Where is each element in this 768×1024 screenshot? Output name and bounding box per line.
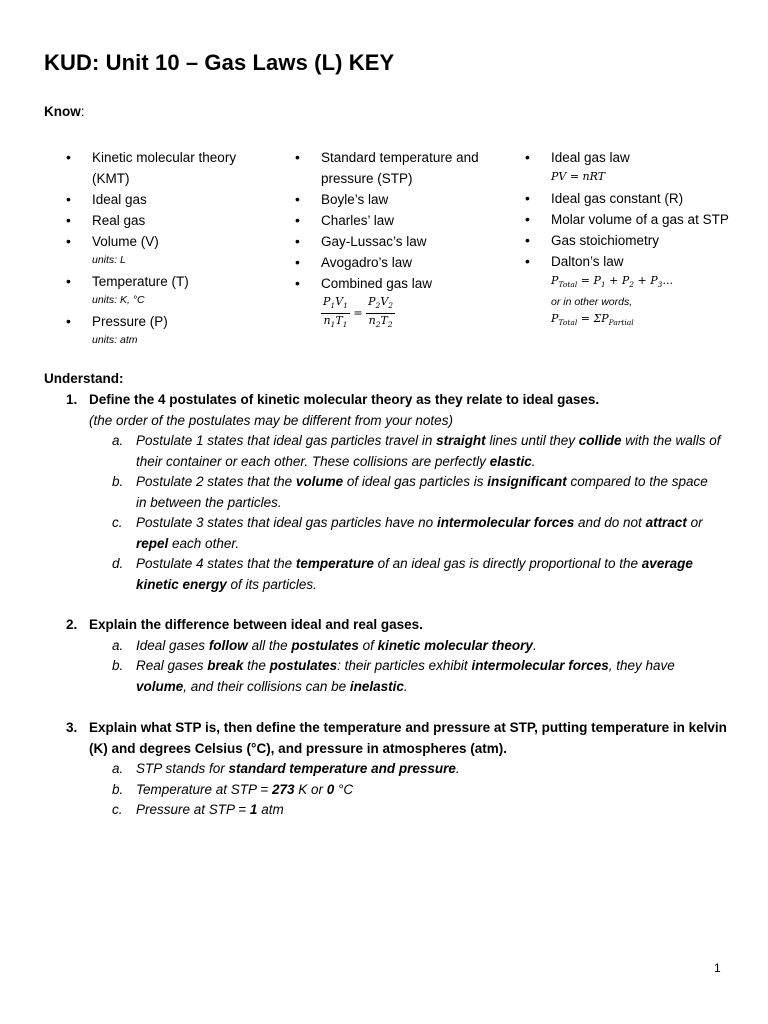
know-item: • Dalton’s law — [525, 251, 750, 272]
answer-b: b. Postulate 2 states that the volume of ideal gas particles is insignificant compared to the space in between the particles. — [112, 474, 708, 510]
answer-a: a. Ideal gases follow all the postulates of kinetic molecular theory. — [112, 637, 537, 653]
know-item: • Gay-Lussac’s law — [295, 231, 510, 252]
question-number: 1. — [66, 392, 78, 407]
question-3 — [66, 718, 746, 821]
know-item: • Ideal gas — [66, 189, 276, 210]
units-note: units: L — [92, 254, 126, 266]
understand-heading: Understand: — [44, 371, 124, 386]
page-number: 1 — [714, 961, 721, 975]
units-note: units: atm — [92, 334, 138, 346]
know-item: • Standard temperature and — [295, 147, 510, 168]
question-number: 2. — [66, 617, 78, 632]
know-item: • Charles’ law — [295, 210, 510, 231]
combined-gas-law-formula: $\frac{P_1V_1}{n_1T_1}$ = $\frac{P_2V_2}{n_2T_2}$ — [323, 295, 394, 330]
know-item: • Gas stoichiometry — [525, 230, 750, 251]
question-text: Define the 4 postulates of kinetic molecular theory as they relate to ideal gases. — [89, 392, 600, 407]
ideal-gas-law-formula: PV = nRT — [551, 170, 606, 183]
know-item-continuation: pressure (STP) — [321, 171, 413, 186]
know-column-1 — [66, 147, 276, 351]
answer-b: b. Real gases break the postulates: their particles exhibit intermolecular forces, they have volume, and their collisions can be inelastic. — [112, 658, 675, 694]
dalton-note: or in other words, — [551, 296, 633, 309]
units-note: units: K, °C — [92, 294, 145, 306]
know-item: • Real gas — [66, 210, 276, 231]
know-item: • Pressure (P) — [66, 311, 276, 332]
know-column-3 — [525, 147, 750, 332]
know-item: • Combined gas law — [295, 273, 510, 294]
know-column-2 — [295, 147, 510, 332]
question-text: Explain what STP is, then define the temperature and pressure at STP, putting temperature in kelvin (K) and degrees Celsius (°C), and pressure in atmospheres (atm). — [89, 720, 727, 756]
page-title: KUD: Unit 10 – Gas Laws (L) KEY — [44, 50, 395, 75]
answer-a: a. Postulate 1 states that ideal gas particles travel in straight lines until they collide with the walls of their container or each other. These collisions are perfectly elastic. — [112, 433, 721, 469]
dalton-law-formula: $P_{Total} = P_1 + P_2 + P_3$... — [551, 274, 673, 290]
know-item: • Temperature (T) — [66, 271, 276, 292]
know-item: • Boyle’s law — [295, 189, 510, 210]
question-1 — [66, 390, 746, 595]
know-item: • Molar volume of a gas at STP — [525, 209, 750, 230]
know-item: • Volume (V) — [66, 231, 276, 252]
dalton-law-sum-formula: $P_{Total} = \Sigma P_{Partial}$ — [551, 312, 634, 328]
know-item: • Avogadro’s law — [295, 252, 510, 273]
know-item: • Kinetic molecular theory — [66, 147, 276, 168]
answer-c: c. Pressure at STP = 1 atm — [112, 802, 284, 817]
know-item: • Ideal gas constant (R) — [525, 188, 750, 209]
question-text: Explain the difference between ideal and real gases. — [89, 617, 423, 632]
question-note: (the order of the postulates may be different from your notes) — [89, 412, 453, 428]
question-number: 3. — [66, 720, 78, 735]
know-heading: Know: — [44, 104, 85, 119]
know-item-continuation: (KMT) — [92, 171, 130, 186]
answer-a: a. STP stands for standard temperature and pressure. — [112, 761, 460, 776]
question-2 — [66, 615, 746, 697]
answer-d: d. Postulate 4 states that the temperature of an ideal gas is directly proportional to the average kinetic energy of its particles. — [112, 556, 693, 592]
answer-b: b. Temperature at STP = 273 K or 0 °C — [112, 781, 354, 797]
know-item: • Ideal gas law — [525, 147, 750, 168]
answer-c: c. Postulate 3 states that ideal gas particles have no intermolecular forces and do not attract or repel each other. — [112, 515, 703, 551]
